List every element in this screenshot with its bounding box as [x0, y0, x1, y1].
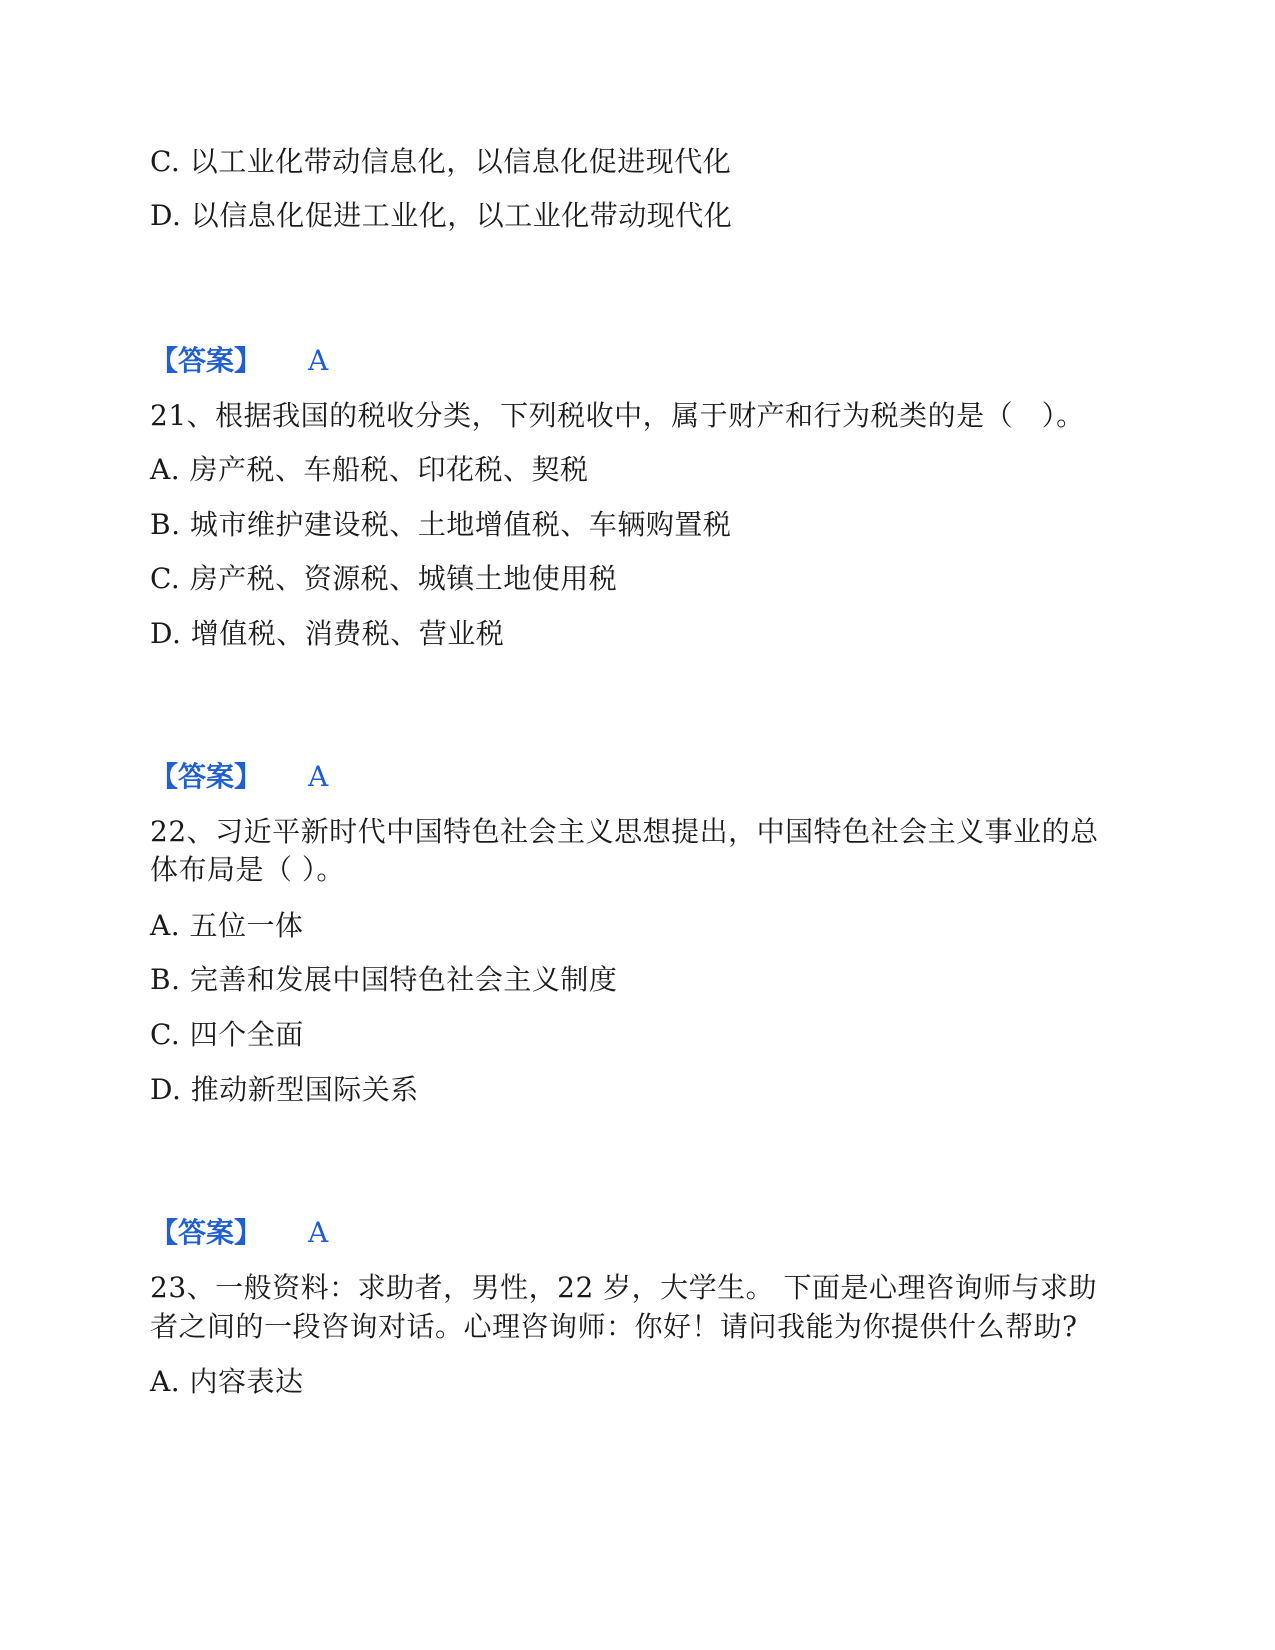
- q22-question-line1: 22、习近平新时代中国特色社会主义思想提出，中国特色社会主义事业的总: [150, 815, 1099, 848]
- q21-option-c: C. 房产税、资源税、城镇土地使用税: [150, 562, 618, 595]
- q22-option-c: C. 四个全面: [150, 1018, 304, 1051]
- answer-label: 【答案】: [150, 344, 263, 377]
- q20-option-c: C. 以工业化带动信息化，以信息化促进现代化: [150, 145, 732, 178]
- answer-value: A: [308, 344, 329, 377]
- q21-option-d: D. 增值税、消费税、营业税: [150, 617, 505, 650]
- q23-option-a: A. 内容表达: [150, 1365, 304, 1398]
- q22-option-b: B. 完善和发展中国特色社会主义制度: [150, 963, 618, 996]
- q20-answer: [150, 342, 329, 380]
- q22-option-d: D. 推动新型国际关系: [150, 1073, 419, 1106]
- q23-question-line2: 者之间的一段咨询对话。心理咨询师：你好！请问我能为你提供什么帮助?: [150, 1310, 1078, 1343]
- answer-value: A: [308, 1216, 329, 1249]
- q23-question-line1: 23、一般资料：求助者，男性，22 岁，大学生。 下面是心理咨询师与求助: [150, 1271, 1098, 1304]
- q22-question-line2: 体布局是（ ）。: [150, 853, 345, 886]
- q22-option-a: A. 五位一体: [150, 909, 304, 942]
- q21-question: 21、根据我国的税收分类，下列税收中，属于财产和行为税类的是（ ）。: [150, 399, 1085, 432]
- q20-option-d: D. 以信息化促进工业化，以工业化带动现代化: [150, 199, 733, 232]
- q21-answer: [150, 758, 329, 796]
- q21-option-a: A. 房产税、车船税、印花税、契税: [150, 453, 589, 486]
- answer-label: 【答案】: [150, 760, 263, 793]
- answer-value: A: [308, 760, 329, 793]
- q22-answer: [150, 1214, 329, 1252]
- q21-option-b: B. 城市维护建设税、土地增值税、车辆购置税: [150, 508, 732, 541]
- answer-label: 【答案】: [150, 1216, 263, 1249]
